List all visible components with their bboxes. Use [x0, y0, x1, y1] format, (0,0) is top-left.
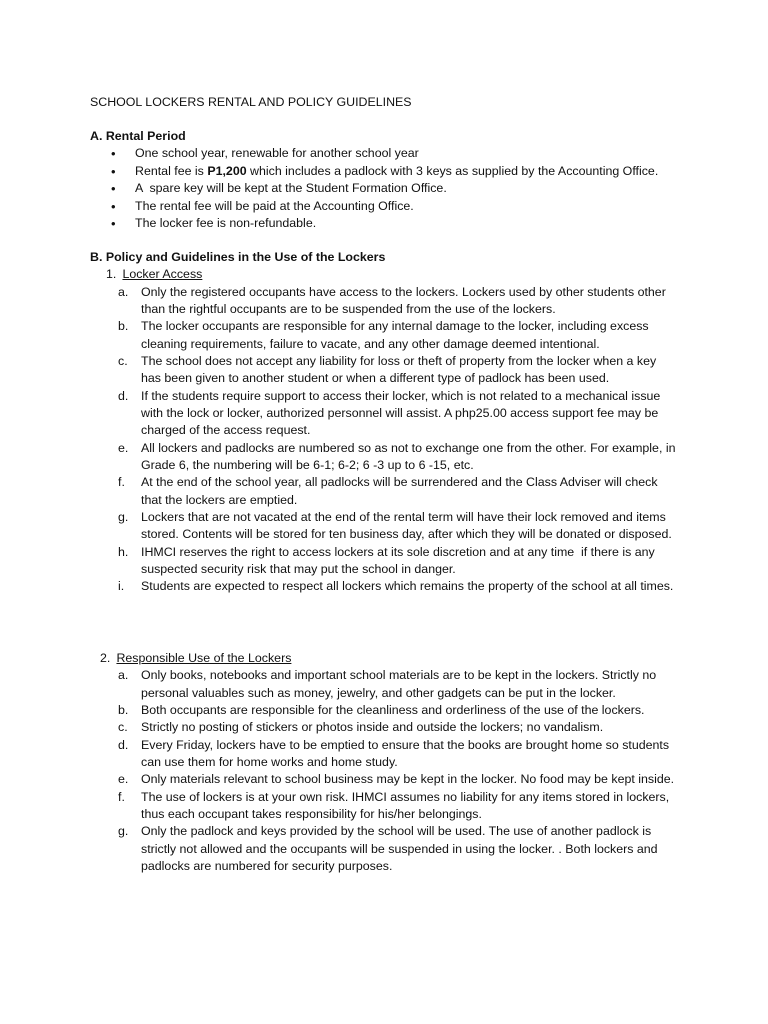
list-item [90, 145, 710, 162]
responsible-use-list [90, 667, 710, 875]
list-item [90, 823, 676, 875]
item-text: IHMCI reserves the right to access lockers at its sole discretion and at any time if there is any suspected security risk that may put the school in danger. [141, 544, 659, 577]
item-text: At the end of the school year, all padlocks will be surrendered and the Class Adviser will check that the lockers are emptied. [141, 475, 658, 507]
bullet-icon: • [111, 181, 116, 197]
bullet-icon: • [111, 146, 116, 162]
item-text: Students are expected to respect all lockers which remains the property of the school at all times. [141, 579, 674, 594]
bullet-icon: • [111, 215, 116, 231]
subsection-responsible-use-heading [90, 650, 710, 667]
item-text: The school does not accept any liability for loss or theft of property from the locker when a key has been given to another student or when a different type of padlock has been used. [141, 353, 657, 386]
item-letter: a. [118, 284, 129, 299]
list-item [90, 544, 676, 579]
bullet-text-after: which includes a padlock with 3 keys as supplied by the Accounting Office. [246, 163, 659, 178]
item-text: If the students require support to access their locker, which is not related to a mechanical issue with the lock or locker, authorized personnel will assist. A php25.00 access support fee may be charged of the access request. [141, 388, 661, 438]
item-text: Lockers that are not vacated at the end of the rental term will have their lock removed and items stored. Contents will be stored for ten business day, after which they will be donated or disposed. [141, 510, 672, 542]
item-letter: e. [118, 440, 129, 455]
item-letter: h. [118, 544, 129, 559]
list-item [90, 215, 710, 232]
item-letter: i. [118, 579, 125, 594]
item-letter: c. [118, 720, 128, 735]
subsection-number: 1. [106, 267, 117, 282]
item-letter: g. [118, 510, 129, 525]
list-item [90, 163, 710, 180]
list-item [90, 353, 676, 388]
list-item [90, 578, 676, 595]
item-text: Only materials relevant to school business may be kept in the locker. No food may be kept inside. [141, 772, 675, 787]
item-letter: d. [118, 737, 129, 752]
rental-bullet-list [90, 145, 710, 232]
locker-access-list [90, 284, 710, 596]
bullet-text: A spare key will be kept at the Student Formation Office. [135, 181, 447, 196]
item-text: Only the padlock and keys provided by the school will be used. The use of another padlock is strictly not allowed and the occupants will be suspended in using the locker. . Both lockers and padlocks are numbered for security purposes. [141, 824, 658, 874]
section-rental-period [90, 128, 710, 232]
list-item [90, 318, 676, 353]
item-text: Every Friday, lockers have to be emptied to ensure that the books are brought home so students can use them for home works and home study. [141, 737, 670, 770]
item-letter: c. [118, 353, 128, 368]
bullet-icon: • [111, 163, 116, 179]
item-letter: a. [118, 668, 129, 683]
bullet-icon: • [111, 198, 116, 214]
bullet-text: One school year, renewable for another school year [135, 146, 419, 161]
bullet-text-before: Rental fee is [135, 163, 208, 178]
section-b-heading: B. Policy and Guidelines in the Use of the Lockers [90, 250, 386, 264]
item-text: All lockers and padlocks are numbered so as not to exchange one from the other. For example, in Grade 6, the numbering will be 6-1; 6-2; 6 -3 up to 6 -15, etc. [141, 440, 676, 473]
section-policy-guidelines [90, 249, 710, 596]
list-item [90, 180, 710, 197]
section-responsible-use [90, 650, 710, 875]
subsection-title: Responsible Use of the Lockers [116, 651, 292, 665]
item-text: Only the registered occupants have access to the lockers. Lockers used by other students other than the rightful occupants are to be suspended from the use of the lockers. [141, 284, 666, 316]
item-letter: f. [118, 475, 125, 490]
bullet-text: The rental fee will be paid at the Accounting Office. [135, 198, 414, 213]
item-text: Strictly no posting of stickers or photos inside and outside the lockers; no vandalism. [141, 720, 604, 735]
list-item [90, 284, 676, 319]
document-title: SCHOOL LOCKERS RENTAL AND POLICY GUIDELINES [90, 95, 412, 109]
subsection-locker-access-heading [90, 266, 710, 283]
item-text: The locker occupants are responsible for any internal damage to the locker, including excess cleaning requirements, failure to vacate, and any other damage deemed intentional. [141, 319, 649, 351]
rental-fee-amount: P1,200 [207, 163, 247, 178]
item-text: Both occupants are responsible for the cleanliness and orderliness of the use of the lockers. [141, 702, 645, 717]
item-letter: b. [118, 319, 129, 334]
item-letter: d. [118, 388, 129, 403]
list-item [90, 388, 676, 440]
subsection-number: 2. [100, 651, 111, 665]
item-letter: e. [118, 772, 129, 787]
subsection-title: Locker Access [122, 267, 203, 282]
section-a-heading: A. Rental Period [90, 129, 186, 143]
item-letter: f. [118, 789, 125, 804]
list-item [90, 440, 676, 475]
item-text: Only books, notebooks and important school materials are to be kept in the lockers. Strictly no personal valuables such as money, jewelry, and other gadgets can be put in the locker. [141, 668, 657, 700]
list-item [90, 667, 676, 702]
item-text: The use of lockers is at your own risk. IHMCI assumes no liability for any items stored in lockers, thus each occupant takes responsibility for his/her belongings. [141, 789, 670, 822]
list-item [90, 509, 676, 544]
list-item [90, 198, 710, 215]
item-letter: g. [118, 824, 129, 839]
bullet-text: The locker fee is non-refundable. [135, 215, 317, 230]
item-letter: b. [118, 702, 129, 717]
list-item [90, 771, 676, 788]
list-item [90, 702, 676, 719]
list-item [90, 474, 676, 509]
list-item [90, 789, 676, 824]
list-item [90, 719, 676, 736]
list-item [90, 737, 676, 772]
